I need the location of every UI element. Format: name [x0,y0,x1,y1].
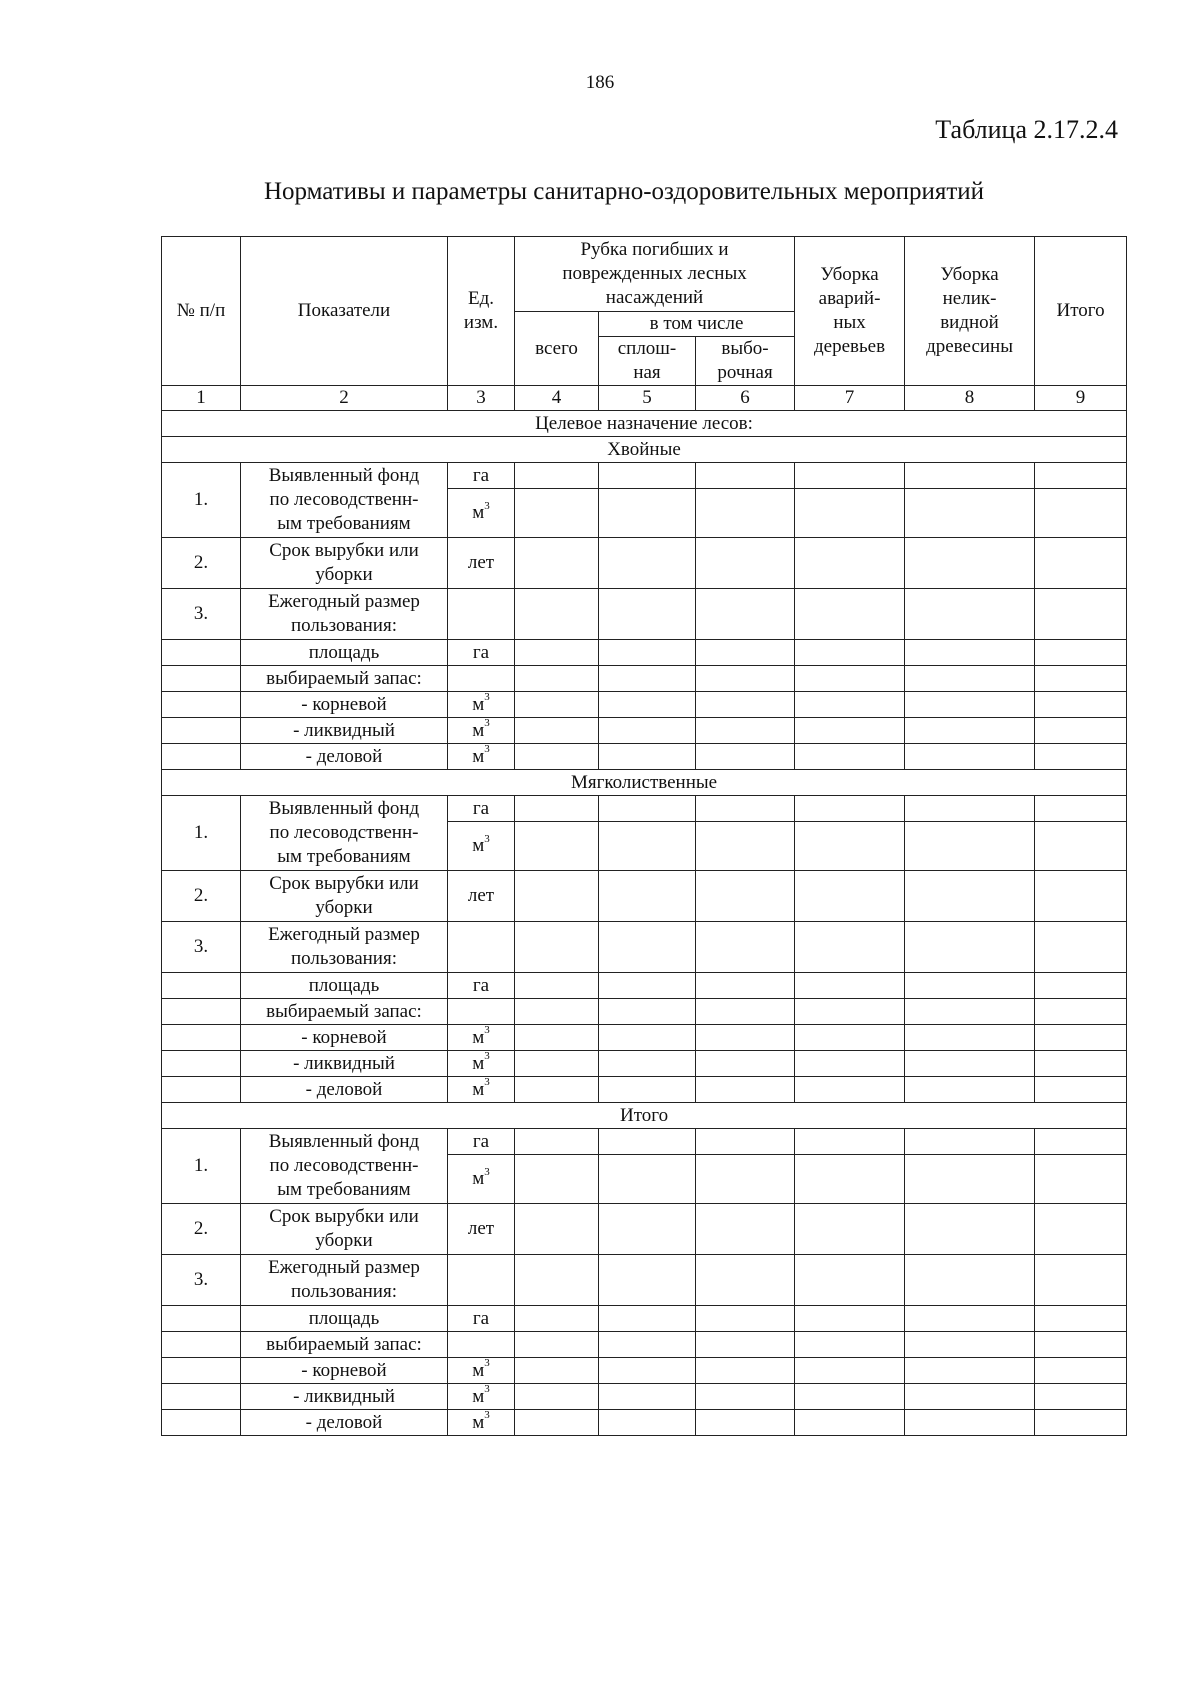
row-label-line: пользования: [291,948,397,969]
table-title: Нормативы и параметры санитарно-оздоровительных мероприятий [263,178,985,205]
col-number: 3 [448,386,515,411]
row-label-root: - корневой [241,692,448,718]
unit-sup: 3 [484,1024,490,1037]
unit-sup: 3 [484,832,490,845]
header-indicators: Показатели [241,237,448,386]
unit-m: м [472,1385,485,1407]
row-label-line: ым требованиям [277,846,411,867]
unit-m: м [472,745,485,767]
row-label-liquid: - ликвидный [241,1384,448,1410]
row-label-annual [241,922,448,973]
row-label-root: - корневой [241,1025,448,1051]
row-num: 1. [162,796,241,871]
row-label-line: пользования: [291,1281,397,1302]
unit-cell: га [448,973,515,999]
unit-cell: га [448,1306,515,1332]
row-label-area: площадь [241,973,448,999]
header-unit-line1: Ед. [467,288,495,309]
row-label-line: Срок вырубки или [269,540,419,561]
col-number: 1 [162,386,241,411]
unit-cell [448,1155,515,1204]
row-label-line: уборки [315,1230,373,1251]
header-felling [515,237,795,312]
row-label-stock: выбираемый запас: [241,666,448,692]
header-total-col: всего [515,312,599,386]
header-felling-line1: Рубка погибших и [580,239,729,260]
col-number: 8 [905,386,1035,411]
header-select [696,337,795,386]
row-label-line: Ежегодный размер [268,1257,420,1278]
unit-cell [448,822,515,871]
section-title: Мягколиственные [162,770,1127,796]
header-emergency [795,237,905,386]
unit-m: м [472,1026,485,1048]
unit-cell: лет [448,871,515,922]
unit-m: м [472,502,485,523]
unit-cell [448,1410,515,1436]
unit-cell [448,489,515,538]
unit-sup: 3 [484,1383,490,1396]
header-felling-line3: насаждений [605,287,704,308]
unit-sup: 3 [484,691,490,704]
row-label-line: по лесоводственн- [269,822,419,843]
unit-cell: лет [448,538,515,589]
row-label-liquid: - ликвидный [241,1051,448,1077]
header-unit [448,237,515,386]
unit-m: м [472,1078,485,1100]
row-label-line: уборки [315,564,373,585]
row-num: 3. [162,589,241,640]
norms-table [161,236,1127,1436]
unit-m: м [472,835,485,856]
row-label-line: Срок вырубки или [269,1206,419,1227]
unit-cell [448,1077,515,1103]
row-label-fund [241,1129,448,1204]
col-number: 2 [241,386,448,411]
col-number: 4 [515,386,599,411]
row-label-line: Выявленный фонд [268,465,420,486]
unit-cell [448,692,515,718]
unit-m: м [472,693,485,715]
row-label-stock: выбираемый запас: [241,1332,448,1358]
unit-m: м [472,1359,485,1381]
row-num: 1. [162,1129,241,1204]
header-clear-l2: ная [633,362,661,383]
row-num: 3. [162,922,241,973]
row-label-business: - деловой [241,744,448,770]
header-including: в том числе [599,312,795,337]
col-number: 9 [1035,386,1127,411]
header-emergency-l3: ных [833,312,866,333]
row-label-line: Выявленный фонд [268,1131,420,1152]
row-num: 2. [162,1204,241,1255]
unit-cell [448,718,515,744]
row-label-line: ым требованиям [277,513,411,534]
row-label-root: - корневой [241,1358,448,1384]
unit-m: м [472,719,485,741]
unit-cell [448,744,515,770]
row-label-liquid: - ликвидный [241,718,448,744]
row-label-term [241,538,448,589]
row-label-term [241,871,448,922]
row-num: 1. [162,463,241,538]
col-number: 7 [795,386,905,411]
header-emergency-l1: Уборка [820,264,879,285]
row-label-line: ым требованиям [277,1179,411,1200]
row-label-line: Ежегодный размер [268,591,420,612]
unit-sup: 3 [484,1050,490,1063]
header-unit-line2: изм. [463,312,499,333]
row-label-business: - деловой [241,1077,448,1103]
row-label-fund [241,463,448,538]
row-label-annual [241,589,448,640]
unit-sup: 3 [484,1409,490,1422]
unit-sup: 3 [484,1165,490,1178]
unit-cell [448,1384,515,1410]
section-title: Хвойные [162,437,1127,463]
row-num: 2. [162,538,241,589]
unit-m: м [472,1052,485,1074]
unit-cell: га [448,463,515,489]
table-label: Таблица 2.17.2.4 [935,115,1118,144]
unit-m: м [472,1168,485,1189]
unit-cell [448,1051,515,1077]
header-felling-line2: поврежденных лесных [562,263,747,284]
header-clear-l1: сплош- [617,338,677,359]
row-label-annual [241,1255,448,1306]
unit-cell: лет [448,1204,515,1255]
header-itogo: Итого [1035,237,1127,386]
header-select-l1: выбо- [721,338,769,359]
header-nonliquid-l4: древесины [926,336,1013,357]
row-label-business: - деловой [241,1410,448,1436]
row-label-area: площадь [241,1306,448,1332]
row-label-line: Срок вырубки или [269,873,419,894]
unit-cell: га [448,1129,515,1155]
header-nonliquid-l1: Уборка [940,264,999,285]
row-label-line: Выявленный фонд [268,798,420,819]
col-number: 5 [599,386,696,411]
header-select-l2: рочная [717,362,773,383]
unit-sup: 3 [484,499,490,512]
row-num: 3. [162,1255,241,1306]
row-label-line: уборки [315,897,373,918]
header-clear [599,337,696,386]
header-nonliquid [905,237,1035,386]
unit-m: м [472,1411,485,1433]
row-label-area: площадь [241,640,448,666]
row-label-line: по лесоводственн- [269,489,419,510]
row-label-fund [241,796,448,871]
row-label-line: Ежегодный размер [268,924,420,945]
unit-sup: 3 [484,717,490,730]
header-emergency-l2: аварий- [818,288,881,309]
row-num: 2. [162,871,241,922]
section-title: Итого [162,1103,1127,1129]
header-nonliquid-l3: видной [940,312,999,333]
unit-cell: га [448,640,515,666]
unit-sup: 3 [484,743,490,756]
header-nonliquid-l2: нелик- [942,288,997,309]
unit-sup: 3 [484,1357,490,1370]
row-label-line: пользования: [291,615,397,636]
unit-cell: га [448,796,515,822]
row-label-term [241,1204,448,1255]
page-number: 186 [585,72,615,93]
header-emergency-l4: деревьев [813,336,886,357]
row-label-line: по лесоводственн- [269,1155,419,1176]
col-number: 6 [696,386,795,411]
unit-cell [448,1358,515,1384]
purpose-row: Целевое назначение лесов: [162,411,1127,437]
header-num: № п/п [162,237,241,386]
unit-sup: 3 [484,1076,490,1089]
column-number-row [162,386,1127,411]
unit-cell [448,1025,515,1051]
row-label-stock: выбираемый запас: [241,999,448,1025]
